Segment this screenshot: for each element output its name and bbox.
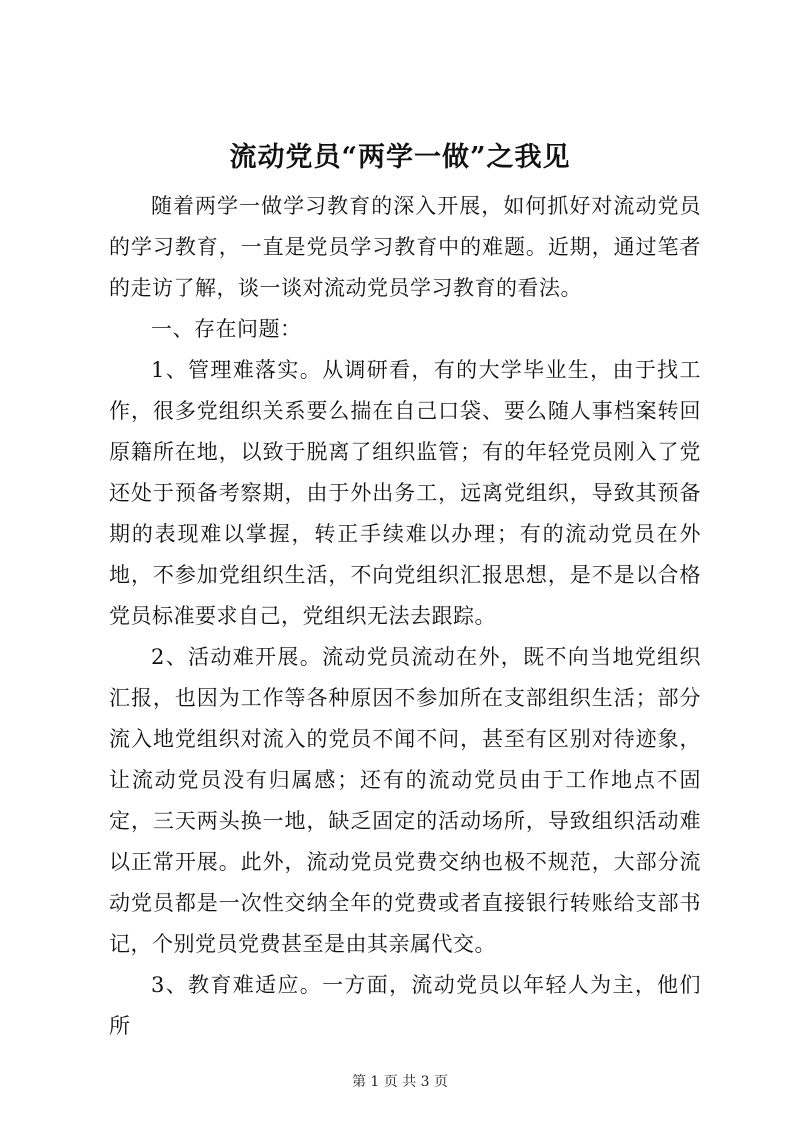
document-body [109, 186, 701, 1047]
paragraph-issue-management: 1、管理难落实。从调研看，有的大学毕业生，由于找工作，很多党组织关系要么揣在自己口袋、要么随人事档案转回原籍所在地，以致于脱离了组织监管；有的年轻党员刚入了党还处于预备考察期，由于外出务工，远离党组织，导致其预备期的表现难以掌握，转正手续难以办理；有的流动党员在外地，不参加党组织生活，不向党组织汇报思想，是不是以合格党员标准要求自己，党组织无法去跟踪。 [109, 358, 701, 628]
document-title: 流动党员“两学一做”之我见 [229, 142, 571, 173]
page-number-footer: 第 1 页 共 3 页 [351, 1074, 449, 1090]
paragraph-issue-activities: 2、活动难开展。流动党员流动在外，既不向当地党组织汇报，也因为工作等各种原因不参加所在支部组织生活；部分流入地党组织对流入的党员不闻不问，甚至有区别对待迹象，让流动党员没有归属感；还有的流动党员由于工作地点不固定，三天两头换一地，缺乏固定的活动场所，导致组织活动难以正常开展。此外，流动党员党费交纳也极不规范，大部分流动党员都是一次性交纳全年的党费或者直接银行转账给支部书记，个别党员党费甚至是由其亲属代交。 [109, 645, 701, 956]
paragraph-section-heading: 一、存在问题： [151, 317, 302, 341]
paragraph-issue-education: 3、教育难适应。一方面，流动党员以年轻人为主，他们所 [109, 973, 701, 1038]
paragraph-intro: 随着两学一做学习教育的深入开展，如何抓好对流动党员的学习教育，一直是党员学习教育中的难题。近期，通过笔者的走访了解，谈一谈对流动党员学习教育的看法。 [109, 194, 701, 300]
